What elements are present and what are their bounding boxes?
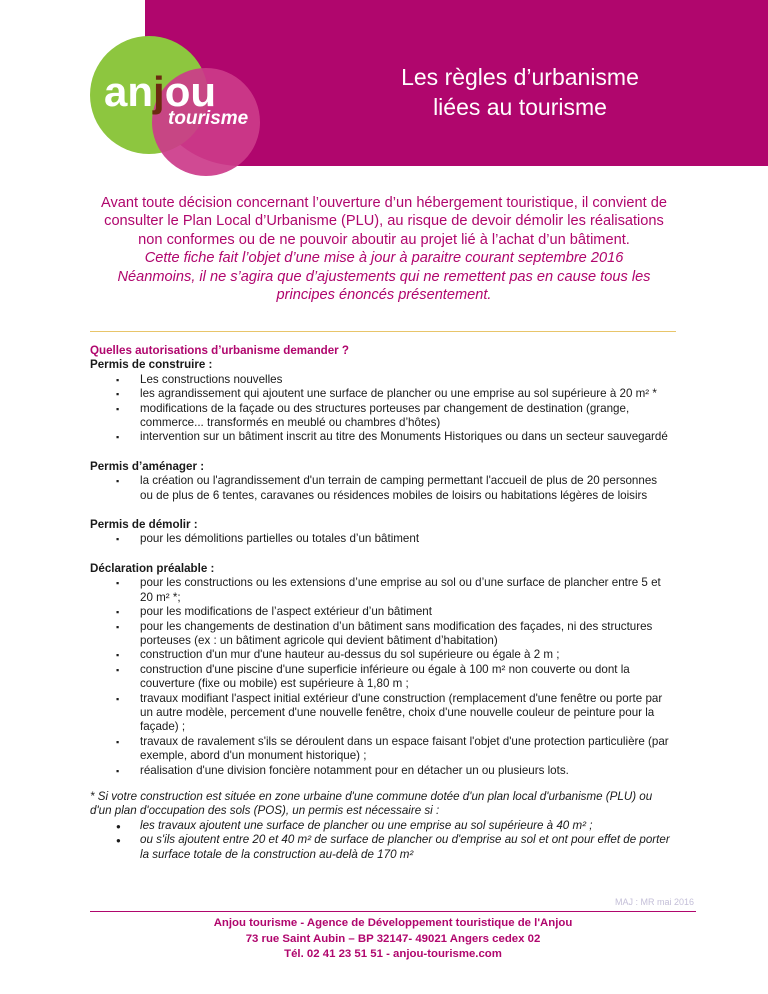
intro-block: [92, 194, 676, 304]
intro-adjustment-note: Néanmoins, il ne s’agira que d’ajustements qui ne remettent pas en cause tous les principes énoncés présentement.: [117, 268, 651, 304]
list-item: ● les travaux ajoutent une surface de plancher ou une emprise au sol supérieure à 40 m² ;: [90, 819, 670, 833]
main-content: [90, 344, 670, 862]
anjou-tourisme-logo: [90, 36, 280, 176]
list-item: ▪ Les constructions nouvelles: [90, 373, 670, 387]
list-declaration: [90, 576, 670, 778]
list-item: ▪ travaux modifiant l'aspect initial extérieur d'une construction (remplacement d'une fenêtre ou porte par un autre modèle, percement d'une nouvelle fenêtre, choix d'une nouvelle couleur de peinture pour la façade) ;: [90, 692, 670, 735]
footnote: * Si votre construction est située en zone urbaine d'une commune dotée d'un plan local d'urbanisme (PLU) ou d'un plan d'occupation des sols (POS), un permis est nécessaire si :: [90, 789, 653, 818]
footer-line-2: 73 rue Saint Aubin – BP 32147- 49021 Angers cedex 02: [245, 932, 541, 945]
title-line-1: Les règles d’urbanisme: [401, 64, 639, 90]
footer-line-1: Anjou tourisme - Agence de Développement touristique de l'Anjou: [213, 917, 573, 929]
list-item: ▪ les agrandissement qui ajoutent une surface de plancher ou une emprise au sol supérieure à 20 m² *: [90, 387, 670, 401]
list-item: ▪ pour les modifications de l’aspect extérieur d’un bâtiment: [90, 605, 670, 619]
list-footnote: [90, 819, 670, 862]
intro-update-note: Cette fiche fait l’objet d’une mise à jour à paraitre courant septembre 2016: [144, 250, 624, 267]
list-item: ▪ travaux de ravalement s'ils se déroulent dans un espace faisant l'objet d'une protection particulière (par exemple, abord d'un monument historique) ;: [90, 735, 670, 764]
list-item: ▪ la création ou l'agrandissement d'un terrain de camping permettant l'accueil de plus de 20 personnes ou de plus de 6 tentes, caravanes ou résidences mobiles de loisirs ou habitations légères de loisirs: [90, 474, 670, 503]
logo-wordmark: anjou: [104, 68, 216, 115]
list-item: ▪ pour les changements de destination d’un bâtiment sans modification des façades, ni des structures porteuses (ex : un bâtiment agricole qui devient bâtiment d’habitation): [90, 620, 670, 649]
list-permis-demolir: [90, 532, 670, 546]
page-title: [330, 62, 710, 122]
heading-declaration: Déclaration préalable :: [90, 561, 215, 575]
heading-permis-demolir: Permis de démolir :: [90, 518, 198, 532]
list-item: ▪ pour les démolitions partielles ou totales d’un bâtiment: [90, 532, 670, 546]
list-item: ▪ intervention sur un bâtiment inscrit au titre des Monuments Historiques ou dans un secteur sauvegardé: [90, 430, 670, 444]
divider: [90, 331, 676, 332]
heading-permis-amenager: Permis d’aménager :: [90, 459, 205, 473]
section-question: Quelles autorisations d’urbanisme demander ?: [90, 344, 349, 357]
update-stamp: MAJ : MR mai 2016: [614, 897, 694, 907]
heading-permis-construire: Permis de construire :: [90, 358, 213, 372]
list-item: ▪ modifications de la façade ou des structures porteuses par changement de destination (grange, commerce... transformés en meublé ou chambres d’hôtes): [90, 402, 670, 431]
intro-paragraph: Avant toute décision concernant l’ouverture d’un hébergement touristique, il convient de consulter le Plan Local d’Urbanisme (PLU), au risque de devoir démolir les réalisations non conformes ou de ne pouvoir aboutir au projet lié à l’achat d’un bâtiment.: [101, 195, 667, 248]
footer: [90, 916, 696, 963]
list-permis-construire: [90, 373, 670, 445]
logo-tagline: tourisme: [168, 108, 249, 129]
list-item: ▪ construction d'une piscine d'une superficie inférieure ou égale à 100 m² non couverte ou dont la couverture (fixe ou mobile) est supérieure à 1,80 m ;: [90, 663, 670, 692]
list-item: ▪ construction d'un mur d'une hauteur au-dessus du sol supérieure ou égale à 2 m ;: [90, 648, 670, 662]
footer-line-3: Tél. 02 41 23 51 51 - anjou-tourisme.com: [284, 948, 502, 961]
list-item: ▪ pour les constructions ou les extensions d’une emprise au sol ou d’une surface de plancher entre 5 et 20 m² *;: [90, 576, 670, 605]
footer-divider: [90, 911, 696, 912]
list-item: ● ou s'ils ajoutent entre 20 et 40 m² de surface de plancher ou d'emprise au sol et ont pour effet de porter la surface totale de la construction au-delà de 170 m²: [90, 833, 670, 862]
list-permis-amenager: [90, 474, 670, 503]
list-item: ▪ réalisation d'une division foncière notamment pour en détacher un ou plusieurs lots.: [90, 764, 670, 778]
title-line-2: liées au tourisme: [433, 94, 607, 120]
